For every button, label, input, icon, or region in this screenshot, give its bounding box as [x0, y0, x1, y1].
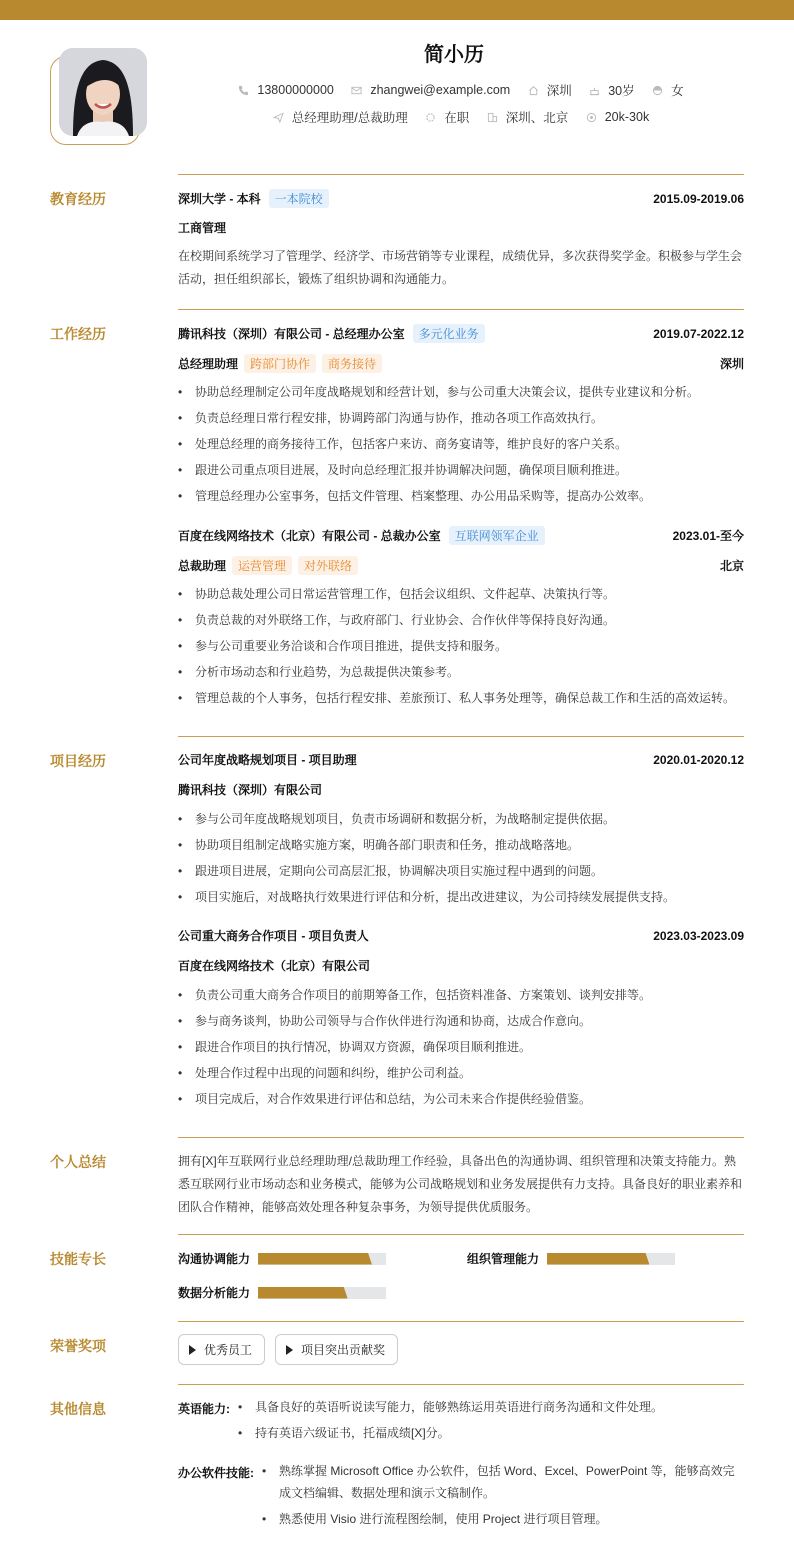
section-divider [178, 174, 744, 175]
project-title: 公司年度战略规划项目 - 项目助理 [178, 753, 357, 767]
candidate-name: 简小历 [424, 44, 484, 66]
section-divider [178, 1137, 744, 1138]
list-item: • 管理总裁的个人事务，包括行程安排、差旅预订、私人事务处理等，确保总裁工作和生活的高效运转。 [178, 685, 744, 711]
section-title-skills: 技能专长 [50, 1251, 106, 1267]
honor-badge[interactable]: 优秀员工 [178, 1334, 265, 1365]
project-company-row [178, 957, 744, 974]
list-item: • 跟进项目进展，定期向公司高层汇报，协调解决项目实施过程中遇到的问题。 [178, 858, 744, 884]
honor-badge[interactable]: 项目突出贡献奖 [275, 1334, 398, 1365]
list-item: • 协助项目组制定战略实施方案，明确各部门职责和任务，推动战略落地。 [178, 832, 744, 858]
list-item: • 参与商务谈判，协助公司领导与合作伙伴进行沟通和协商，达成合作意向。 [178, 1008, 744, 1034]
list-item: • 处理总经理的商务接待工作，包括客户来访、商务宴请等，维护良好的客户关系。 [178, 431, 744, 457]
work-location: 深圳 [719, 357, 744, 371]
section-title-honors: 荣誉奖项 [50, 1338, 106, 1354]
contact-email: zhangwei@example.com [351, 83, 510, 97]
skill-bar-fill [547, 1253, 649, 1265]
skill-name: 数据分析能力 [178, 1286, 251, 1300]
list-item: • 熟悉使用 Visio 进行流程图绘制，使用 Project 进行项目管理。 [262, 1508, 744, 1530]
skill-bar [258, 1253, 386, 1265]
role-tag: 商务接待 [322, 354, 382, 373]
contact-job-target: 总经理助理/总裁助理 [273, 108, 408, 126]
skill-bar-fill [258, 1253, 372, 1265]
school-tag: 一本院校 [269, 189, 329, 208]
status-icon [425, 112, 436, 123]
list-item: • 持有英语六级证书，托福成绩[X]分。 [238, 1422, 744, 1444]
project-date: 2020.01-2020.12 [653, 752, 744, 767]
skill-name: 组织管理能力 [467, 1252, 540, 1266]
role-tag: 跨部门协作 [244, 354, 316, 373]
work-role: 总裁助理 [178, 559, 227, 573]
education-description: 在校期间系统学习了管理学、经济学、市场营销等专业课程，成绩优异，多次获得奖学金。积极参与学生会活动，担任组织部长，锻炼了组织协调和沟通能力。 [178, 249, 743, 286]
work-date: 2023.01-至今 [672, 529, 744, 543]
contact-salary: 20k-30k [586, 110, 649, 124]
skill-bar [258, 1287, 386, 1299]
work-role-row [178, 354, 744, 373]
project-company: 腾讯科技（深圳）有限公司 [178, 783, 323, 797]
role-tag: 对外联络 [298, 556, 358, 575]
salary-icon [586, 112, 597, 123]
play-triangle-icon [189, 1345, 196, 1355]
phone-icon [238, 85, 249, 96]
contact-city: 深圳 [528, 81, 572, 99]
office-list [262, 1460, 744, 1530]
work-bullets [178, 581, 744, 711]
section-title-summary: 个人总结 [50, 1154, 106, 1170]
project-company: 百度在线网络技术（北京）有限公司 [178, 959, 371, 973]
education-school: 深圳大学 - 本科 一本院校 [178, 189, 329, 208]
section-divider [178, 1234, 744, 1235]
role-tag: 运营管理 [232, 556, 292, 575]
contact-status: 在职 [425, 108, 469, 126]
list-item: • 负责总经理日常行程安排，协调跨部门沟通与协作，推动各项工作高效执行。 [178, 405, 744, 431]
office-label: 办公软件技能: [178, 1466, 254, 1480]
project-date: 2023.03-2023.09 [653, 928, 744, 943]
skill-bar [547, 1253, 675, 1265]
work-company: 百度在线网络技术（北京）有限公司 - 总裁办公室 [178, 529, 441, 543]
home-icon [528, 85, 539, 96]
project-title: 公司重大商务合作项目 - 项目负责人 [178, 929, 369, 943]
education-major-row [178, 219, 744, 236]
work-date: 2019.07-2022.12 [653, 326, 744, 341]
section-divider [178, 309, 744, 310]
work-location: 北京 [719, 559, 744, 573]
contact-work-city: 深圳、北京 [487, 108, 569, 126]
work-company: 腾讯科技（深圳）有限公司 - 总经理办公室 [178, 327, 405, 341]
section-title-education: 教育经历 [50, 191, 106, 207]
project-company-row [178, 781, 744, 798]
list-item: • 处理合作过程中出现的问题和纠纷，维护公司利益。 [178, 1060, 744, 1086]
section-divider [178, 1384, 744, 1385]
list-item: • 管理总经理办公室事务，包括文件管理、档案整理、办公用品采购等，提高办公效率。 [178, 483, 744, 509]
list-item: • 具备良好的英语听说读写能力，能够熟练运用英语进行商务沟通和文件处理。 [238, 1396, 744, 1418]
contact-row-1 [178, 81, 744, 99]
company-tag: 互联网领军企业 [449, 526, 545, 545]
contact-row-2 [178, 108, 744, 126]
company-tag: 多元化业务 [413, 324, 485, 343]
contact-phone: 13800000000 [238, 83, 333, 97]
skill-name: 沟通协调能力 [178, 1252, 251, 1266]
play-triangle-icon [286, 1345, 293, 1355]
list-item: • 协助总经理制定公司年度战略规划和经营计划，参与公司重大决策会议，提供专业建议和分析。 [178, 379, 744, 405]
section-title-other: 其他信息 [50, 1401, 106, 1417]
project-bullets [178, 806, 744, 910]
list-item: • 参与公司重要业务洽谈和合作项目推进，提供支持和服务。 [178, 633, 744, 659]
mail-icon [351, 85, 362, 96]
building-icon [487, 112, 498, 123]
education-header [178, 189, 744, 208]
skill-item [178, 1250, 386, 1267]
project-bullets [178, 982, 744, 1112]
education-major: 工商管理 [178, 221, 227, 235]
skill-bar-fill [258, 1287, 348, 1299]
send-icon [273, 112, 284, 123]
skill-item [178, 1284, 386, 1301]
work-item-header [178, 324, 744, 343]
contact-gender: 女 [652, 81, 684, 99]
summary-text: 拥有[X]年互联网行业总经理助理/总裁助理工作经验，具备出色的沟通协调、组织管理和决策支持能力。熟悉互联网行业市场动态和业务模式，能够为公司战略规划和业务发展提供有力支持。具备良好的职业素养和团队合作精神，能够高效处理各种复杂事务，为领导提供优质服务。 [178, 1154, 743, 1214]
list-item: • 项目完成后，对合作效果进行评估和总结，为公司未来合作提供经验借鉴。 [178, 1086, 744, 1112]
list-item: • 分析市场动态和行业趋势，为总裁提供决策参考。 [178, 659, 744, 685]
education-date: 2015.09-2019.06 [653, 191, 744, 206]
section-divider [178, 1321, 744, 1322]
list-item: • 参与公司年度战略规划项目，负责市场调研和数据分析，为战略制定提供依据。 [178, 806, 744, 832]
work-bullets [178, 379, 744, 509]
work-item-header [178, 526, 744, 545]
work-role: 总经理助理 [178, 357, 239, 371]
list-item: • 协助总裁处理公司日常运营管理工作，包括会议组织、文件起草、决策执行等。 [178, 581, 744, 607]
project-header [178, 927, 744, 944]
section-title-projects: 项目经历 [50, 753, 106, 769]
list-item: • 跟进合作项目的执行情况，协调双方资源，确保项目顺利推进。 [178, 1034, 744, 1060]
list-item: • 项目实施后，对战略执行效果进行评估和分析，提出改进建议，为公司持续发展提供支持。 [178, 884, 744, 910]
list-item: • 负责总裁的对外联络工作，与政府部门、行业协会、合作伙伴等保持良好沟通。 [178, 607, 744, 633]
list-item: • 跟进公司重点项目进展，及时向总经理汇报并协调解决问题，确保项目顺利推进。 [178, 457, 744, 483]
gender-icon [652, 85, 663, 96]
top-accent-bar [0, 0, 794, 20]
english-list [238, 1396, 744, 1444]
list-item: • 负责公司重大商务合作项目的前期筹备工作，包括资料准备、方案策划、谈判安排等。 [178, 982, 744, 1008]
contact-age: 30岁 [589, 81, 634, 99]
project-header [178, 751, 744, 768]
work-role-row [178, 556, 744, 575]
list-item: • 熟练掌握 Microsoft Office 办公软件，包括 Word、Excel、PowerPoint 等，能够高效完成文档编辑、数据处理和演示文稿制作。 [262, 1460, 744, 1504]
section-title-work: 工作经历 [50, 326, 106, 342]
cake-icon [589, 85, 600, 96]
skill-item [467, 1250, 675, 1267]
english-label: 英语能力: [178, 1402, 230, 1416]
section-divider [178, 736, 744, 737]
